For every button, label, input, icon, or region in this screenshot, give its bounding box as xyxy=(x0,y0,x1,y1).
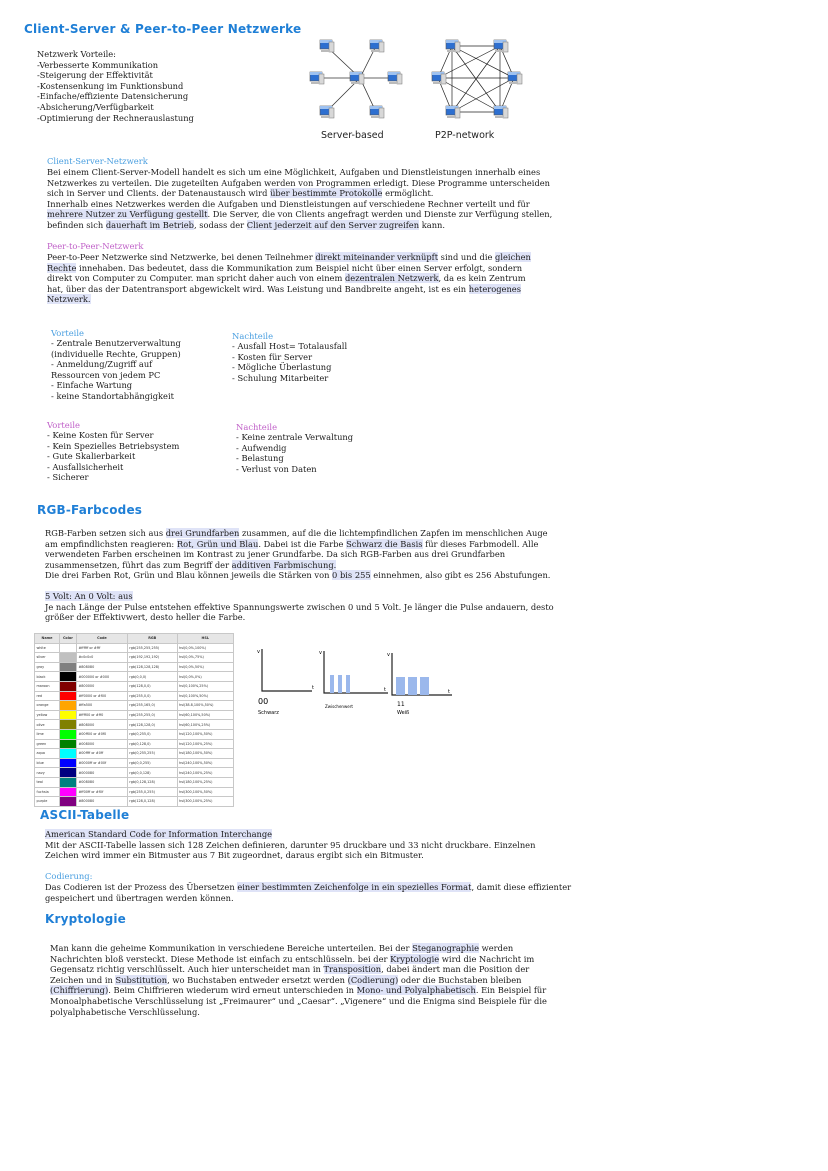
text-line xyxy=(47,209,607,220)
diagram-label-p2p: P2P-network xyxy=(435,130,495,141)
highlight: einer bestimmten Zeichenfolge in ein spezielles Format xyxy=(237,882,472,892)
client-server-title: Client-Server-Netzwerk xyxy=(47,156,148,166)
section-title-networks: Client-Server & Peer-to-Peer Netzwerke xyxy=(24,22,302,36)
section-title-kryptologie: Kryptologie xyxy=(45,912,127,926)
text-line: gespeichert und übertragen werden können. xyxy=(45,892,234,903)
cell-hsl: hsl(180,100%,50%) xyxy=(177,749,233,759)
text: Peer-to-Peer Netzwerke sind Netzwerke, bei denen Teilnehmer xyxy=(47,252,316,262)
pulse-label-mid: Zwischenwert xyxy=(325,704,353,709)
cell-code: #ffffff or #fff xyxy=(76,643,127,653)
cell-color-swatch xyxy=(59,662,76,672)
list-item: -Kostensenkung im Funktionsbund xyxy=(37,80,184,91)
table-row xyxy=(35,749,234,759)
table-row xyxy=(35,710,234,720)
table-row xyxy=(35,681,234,691)
text: hat, über das der Datentransport abgewickelt wird. Was Leistung und Bandbreite angeht, ist es ein xyxy=(47,283,469,294)
list-item: - Anmeldung/Zugriff auf xyxy=(51,359,153,370)
list-item: - Verlust von Daten xyxy=(236,463,317,474)
network-advantages-list xyxy=(37,60,194,124)
cell-rgb: rgb(0,128,128) xyxy=(127,777,177,787)
p2p-paragraph xyxy=(47,252,607,305)
cell-hsl: hsl(0,0%,100%) xyxy=(177,643,233,653)
text-line xyxy=(45,882,615,893)
text-line xyxy=(47,252,607,263)
text: zusammen, auf die die lichtempfindlichen Zapfen im menschlichen Auge xyxy=(239,528,548,538)
cell-name: silver xyxy=(35,653,60,663)
axis-label: v xyxy=(387,652,390,658)
text-line: Bei einem Client-Server-Modell handelt es sich um eine Möglichkeit, Aufgaben und Dienstleistungen innerhalb eines xyxy=(47,167,541,177)
cell-hsl: hsl(120,100%,50%) xyxy=(177,729,233,739)
cell-code: #000080 xyxy=(76,768,127,778)
text-line xyxy=(47,284,607,295)
text: Die drei Farben Rot, Grün und Blau können jeweils die Stärken von xyxy=(45,570,333,581)
text-line xyxy=(45,528,615,539)
cell-rgb: rgb(192,192,192) xyxy=(127,653,177,663)
axis-label: v xyxy=(257,649,260,655)
list-item: - Keine Kosten für Server xyxy=(47,430,154,440)
cell-rgb: rgb(255,255,0) xyxy=(127,710,177,720)
highlight: dauerhaft im Betrieb xyxy=(105,219,194,230)
text: , damit diese effizienter xyxy=(471,882,572,892)
cell-rgb: rgb(255,255,255) xyxy=(127,643,177,653)
text-line xyxy=(50,985,620,996)
text: . Die Server, die von Clients angefragt werden und Dienste zur Verfügung stellen, xyxy=(207,209,553,220)
text-line xyxy=(47,263,607,274)
axis-label: t xyxy=(384,687,386,693)
cs-nachteile xyxy=(232,331,347,383)
highlight: American Standard Code for Information Interchange xyxy=(45,829,273,839)
list-item: - Schulung Mitarbeiter xyxy=(232,372,329,383)
cell-color-swatch xyxy=(59,643,76,653)
section-title-rgb: RGB-Farbcodes xyxy=(37,503,143,517)
text-line: polyalphabetische Verschlüsselung. xyxy=(50,1006,200,1017)
list-item: - keine Standortabhängigkeit xyxy=(51,390,174,401)
text: oder die Buchstaben bleiben xyxy=(398,974,522,985)
cell-rgb: rgb(128,0,0) xyxy=(127,681,177,691)
highlight: gleichen xyxy=(495,252,531,262)
cell-name: navy xyxy=(35,768,60,778)
column-header: Name xyxy=(35,634,60,644)
text: RGB-Farben setzen sich aus xyxy=(45,528,166,538)
text: zusammensetzen, führt das zum Begriff der xyxy=(45,559,232,570)
rgb-table-body xyxy=(35,643,234,806)
cell-hsl: hsl(180,100%,25%) xyxy=(177,777,233,787)
p2p-nachteile-list xyxy=(236,432,353,474)
pulse-label-black: Schwarz xyxy=(258,710,279,716)
cell-color-swatch xyxy=(59,701,76,711)
list-item: Ressourcen von jedem PC xyxy=(51,369,161,380)
cell-name: blue xyxy=(35,758,60,768)
table-row xyxy=(35,729,234,739)
cell-code: #c0c0c0 xyxy=(76,653,127,663)
list-item: - Aufwendig xyxy=(236,442,287,453)
highlight: direkt miteinander verknüpft xyxy=(315,252,439,262)
cell-name: teal xyxy=(35,777,60,787)
cell-rgb: rgb(0,255,255) xyxy=(127,749,177,759)
highlight: heterogenes xyxy=(468,283,521,294)
cell-color-swatch xyxy=(59,768,76,778)
text: sind und die xyxy=(438,252,496,262)
cs-vorteile xyxy=(51,328,181,402)
pulse-chart-black xyxy=(262,649,312,691)
text: , dabei ändert man die Position der xyxy=(381,964,530,975)
cell-rgb: rgb(128,128,0) xyxy=(127,720,177,730)
table-row xyxy=(35,662,234,672)
cell-code: #ffff00 or #ff0 xyxy=(76,710,127,720)
cs-vorteile-list xyxy=(51,338,181,402)
cell-name: red xyxy=(35,691,60,701)
table-row xyxy=(35,720,234,730)
cell-name: black xyxy=(35,672,60,682)
text-line xyxy=(50,943,620,954)
cell-hsl: hsl(0,100%,50%) xyxy=(177,691,233,701)
p2p-nachteile-title: Nachteile xyxy=(236,422,278,432)
cell-color-swatch xyxy=(59,777,76,787)
text-line: verwendeten Farben erscheinen im Kontrast zu jener Grundfarbe. Da sich RGB-Farben aus drei Grundfarben xyxy=(45,549,506,560)
text: , sodass der xyxy=(194,219,247,230)
pulse-value-white: 11 xyxy=(397,701,405,708)
highlight: Steganographie xyxy=(412,943,480,953)
column-header: RGB xyxy=(127,634,177,644)
cell-hsl: hsl(300,100%,25%) xyxy=(177,797,233,807)
network-advantages xyxy=(37,49,194,123)
cell-code: #008000 xyxy=(76,739,127,749)
list-item: -Optimierung der Rechnerauslastung xyxy=(37,112,194,123)
highlight: dezentralen Netzwerk xyxy=(344,273,439,284)
cell-name: aqua xyxy=(35,749,60,759)
cell-hsl: hsl(300,100%,50%) xyxy=(177,787,233,797)
cell-rgb: rgb(0,0,128) xyxy=(127,768,177,778)
text: für dieses Farbmodell. Alle xyxy=(422,538,539,549)
text-line xyxy=(47,294,607,305)
list-item: - Gute Skalierbarkeit xyxy=(47,451,136,462)
text: direkt von Computer zu Computer. man spricht daher auch von einem xyxy=(47,273,345,284)
text: wird die Nachricht im xyxy=(439,953,535,964)
highlight: Netzwerk. xyxy=(47,294,91,305)
kryptologie-paragraph xyxy=(50,943,620,1017)
text-line: Monoalphabetische Verschlüsselung ist „Freimaurer“ und „Caesar“. „Vigenere“ und die Enigma sind Beispiele für die xyxy=(50,995,547,1006)
highlight: Transposition xyxy=(323,964,382,975)
cell-color-swatch xyxy=(59,653,76,663)
highlight: über bestimmte Protokolle xyxy=(270,188,383,199)
cell-name: orange xyxy=(35,701,60,711)
table-row xyxy=(35,643,234,653)
cell-hsl: hsl(0,0%,50%) xyxy=(177,662,233,672)
cell-code: #800080 xyxy=(76,797,127,807)
pulse-label-white: Weiß xyxy=(397,710,410,716)
list-item: -Einfache/effiziente Datensicherung xyxy=(37,91,189,102)
cell-name: olive xyxy=(35,720,60,730)
cell-color-swatch xyxy=(59,720,76,730)
cell-color-swatch xyxy=(59,672,76,682)
text: sich in Server und Clients. der Datenaustausch wird xyxy=(47,188,271,199)
cell-code: #ff00ff or #f0f xyxy=(76,787,127,797)
text-line xyxy=(45,560,615,571)
cell-rgb: rgb(255,0,255) xyxy=(127,787,177,797)
cell-rgb: rgb(128,0,128) xyxy=(127,797,177,807)
list-item: - Kosten für Server xyxy=(232,351,313,362)
highlight: Schwarz die Basis xyxy=(346,538,423,549)
highlight: Substitution xyxy=(115,974,168,985)
text: kann. xyxy=(419,219,446,230)
cell-color-swatch xyxy=(59,681,76,691)
text-line xyxy=(45,829,615,840)
text: Gegensatz richtig verschlüsselt. Auch hier unterscheidet man in xyxy=(50,964,324,975)
cell-color-swatch xyxy=(59,787,76,797)
client-server-paragraph xyxy=(47,167,607,231)
text: Nachrichten bloß versteckt. Diese Methode ist einfach zu entschlüsseln. bei der xyxy=(50,953,391,964)
cell-rgb: rgb(255,0,0) xyxy=(127,691,177,701)
list-item: - Mögliche Überlastung xyxy=(232,362,332,373)
text-line: Mit der ASCII-Tabelle lassen sich 128 Zeichen definieren, darunter 95 druckbare und 33 nicht druckbare. Einzelnen xyxy=(45,839,536,850)
cell-color-swatch xyxy=(59,729,76,739)
p2p-title: Peer-to-Peer-Netzwerk xyxy=(47,241,144,251)
text: Man kann die geheime Kommunikation in verschiedene Bereiche unterteilen. Bei der xyxy=(50,943,413,953)
table-row xyxy=(35,797,234,807)
text: , wo Buchstaben entweder ersetzt werden xyxy=(167,974,348,985)
list-item: - Belastung xyxy=(236,453,284,464)
cell-code: #00ff00 or #0f0 xyxy=(76,729,127,739)
highlight: Client jederzeit auf den Server zugreifen xyxy=(246,219,420,230)
text-line: Zeichen wird immer ein Bitmuster aus 7 Bit zugeordnet, daraus ergibt sich ein Bitmuster. xyxy=(45,850,424,861)
table-row xyxy=(35,739,234,749)
text-line xyxy=(50,975,620,986)
text: . Beim Chiffrieren wiederum wird erneut unterschieden in xyxy=(108,985,357,996)
cell-code: #ffa500 xyxy=(76,701,127,711)
cell-color-swatch xyxy=(59,691,76,701)
text: einnehmen, also gibt es 256 Abstufungen. xyxy=(370,570,551,581)
codierung-paragraph xyxy=(45,882,615,903)
diagram-label-server: Server-based xyxy=(321,130,384,141)
text-line: größer der Effektivwert, desto heller die Farbe. xyxy=(45,612,246,623)
cell-color-swatch xyxy=(59,739,76,749)
highlight: 5 Volt: An 0 Volt: aus xyxy=(45,591,133,601)
text-line xyxy=(50,964,620,975)
highlight: (Chiffrierung) xyxy=(50,985,109,996)
ascii-paragraph xyxy=(45,829,615,861)
text: am empfindlichsten reagieren: xyxy=(45,538,177,549)
text-line: Je nach Länge der Pulse entstehen effektive Spannungswerte zwischen 0 und 5 Volt. Je länger die Pulse andauern, desto xyxy=(45,601,554,612)
axis-label: t xyxy=(448,689,450,695)
p2p-vorteile xyxy=(47,420,179,483)
text-line xyxy=(47,273,607,284)
list-item: -Steigerung der Effektivität xyxy=(37,70,153,81)
axis-label: t xyxy=(312,685,314,691)
cell-hsl: hsl(240,100%,50%) xyxy=(177,758,233,768)
text: ermöglicht. xyxy=(382,188,434,199)
text-line xyxy=(47,220,607,231)
cell-name: lime xyxy=(35,729,60,739)
pulse-chart-white xyxy=(392,653,452,695)
cell-code: #000000 or #000 xyxy=(76,672,127,682)
pulse-chart-mid xyxy=(324,651,388,693)
highlight: drei Grundfarben xyxy=(165,528,240,538)
cell-color-swatch xyxy=(59,797,76,807)
list-item: - Ausfallsicherheit xyxy=(47,461,124,472)
highlight: Rechte xyxy=(47,262,77,273)
highlight: (Codierung) xyxy=(347,974,399,985)
cell-color-swatch xyxy=(59,710,76,720)
volt-paragraph xyxy=(45,591,615,623)
table-row xyxy=(35,691,234,701)
cell-rgb: rgb(0,255,0) xyxy=(127,729,177,739)
cell-rgb: rgb(0,0,0) xyxy=(127,672,177,682)
text: Zeichen und in xyxy=(50,974,116,985)
cell-color-swatch xyxy=(59,749,76,759)
list-item: -Absicherung/Verfügbarkeit xyxy=(37,101,154,112)
cell-hsl: hsl(120,100%,25%) xyxy=(177,739,233,749)
highlight: 0 bis 255 xyxy=(332,570,371,581)
column-header: Code xyxy=(76,634,127,644)
text-line xyxy=(47,188,607,199)
column-header: HSL xyxy=(177,634,233,644)
cell-name: white xyxy=(35,643,60,653)
cell-rgb: rgb(128,128,128) xyxy=(127,662,177,672)
text-line xyxy=(45,591,615,602)
pulse-diagrams xyxy=(254,645,454,720)
highlight: Rot, Grün und Blau xyxy=(176,538,259,549)
cell-name: purple xyxy=(35,797,60,807)
table-header-row xyxy=(35,634,234,644)
table-row xyxy=(35,672,234,682)
cell-hsl: hsl(60,100%,25%) xyxy=(177,720,233,730)
cs-vorteile-title: Vorteile xyxy=(51,328,84,338)
cell-code: #808000 xyxy=(76,720,127,730)
highlight: additiven Farbmischung. xyxy=(231,559,337,570)
text: Das Codieren ist der Prozess des Übersetzen xyxy=(45,882,238,892)
highlight: mehrere Nutzer zu Verfügung gestellt xyxy=(47,209,208,220)
network-advantages-title: Netzwerk Vorteile: xyxy=(37,49,116,59)
cell-hsl: hsl(0,100%,25%) xyxy=(177,681,233,691)
list-item: - Ausfall Host= Totalausfall xyxy=(232,341,348,351)
highlight: Kryptologie xyxy=(390,953,440,964)
cell-rgb: rgb(0,0,255) xyxy=(127,758,177,768)
list-item: (individuelle Rechte, Gruppen) xyxy=(51,348,181,359)
list-item: -Verbesserte Kommunikation xyxy=(37,59,159,70)
cell-hsl: hsl(60,100%,50%) xyxy=(177,710,233,720)
cs-nachteile-list xyxy=(232,341,347,383)
cell-hsl: hsl(240,100%,25%) xyxy=(177,768,233,778)
cell-name: yellow xyxy=(35,710,60,720)
list-item: - Zentrale Benutzerverwaltung xyxy=(51,338,181,348)
text: befinden sich xyxy=(47,219,106,230)
rgb-paragraph xyxy=(45,528,615,581)
table-row xyxy=(35,758,234,768)
cell-code: #00ffff or #0ff xyxy=(76,749,127,759)
table-row xyxy=(35,701,234,711)
table-row xyxy=(35,787,234,797)
cell-name: green xyxy=(35,739,60,749)
server-based-diagram xyxy=(310,40,402,118)
cell-color-swatch xyxy=(59,758,76,768)
text-line xyxy=(45,539,615,550)
text: . Ein Beispiel für xyxy=(475,985,547,996)
cell-code: #ff0000 or #f00 xyxy=(76,691,127,701)
network-diagrams xyxy=(300,30,540,130)
cell-name: gray xyxy=(35,662,60,672)
list-item: - Keine zentrale Verwaltung xyxy=(236,432,354,442)
cell-name: maroon xyxy=(35,681,60,691)
list-item: - Sicherer xyxy=(47,472,89,483)
cell-code: #008080 xyxy=(76,777,127,787)
cell-rgb: rgb(0,128,0) xyxy=(127,739,177,749)
p2p-vorteile-title: Vorteile xyxy=(47,420,80,430)
text: , da es kein Zentrum xyxy=(438,273,526,284)
list-item: - Einfache Wartung xyxy=(51,380,133,391)
cell-code: #808080 xyxy=(76,662,127,672)
p2p-nachteile xyxy=(236,422,353,474)
pulse-value-black: 00 xyxy=(258,697,269,706)
p2p-vorteile-list xyxy=(47,430,179,483)
text: innehaben. Das bedeutet, dass die Kommunikation zum Beispiel nicht über einen Server erfolgt, sondern xyxy=(76,262,523,273)
text: werden xyxy=(479,943,514,953)
p2p-diagram xyxy=(438,46,514,112)
text: . Dabei ist die Farbe xyxy=(258,538,347,549)
rgb-color-table xyxy=(34,633,234,807)
cell-code: #0000ff or #00f xyxy=(76,758,127,768)
list-item: - Kein Spezielles Betriebsystem xyxy=(47,440,180,451)
text-line xyxy=(45,570,615,581)
column-header: Color xyxy=(59,634,76,644)
cell-hsl: hsl(38.8,100%,50%) xyxy=(177,701,233,711)
table-row xyxy=(35,777,234,787)
highlight: Mono- und Polyalphabetisch xyxy=(356,985,476,996)
cell-code: #800000 xyxy=(76,681,127,691)
cell-rgb: rgb(255,165,0) xyxy=(127,701,177,711)
text-line xyxy=(50,954,620,965)
table-row xyxy=(35,768,234,778)
axis-label: v xyxy=(319,650,322,656)
cs-nachteile-title: Nachteile xyxy=(232,331,274,341)
cell-hsl: hsl(0,0%,0%) xyxy=(177,672,233,682)
codierung-title: Codierung: xyxy=(45,871,93,881)
text-line: Innerhalb eines Netzwerkes werden die Aufgaben und Dienstleistungen auf verschiedene Rechner verteilt und für xyxy=(47,198,530,209)
table-row xyxy=(35,653,234,663)
cell-name: fuchsia xyxy=(35,787,60,797)
text-line: Netzwerkes zu verteilen. Die zugeteilten Aufgaben werden von Programmen erledigt. Diese Programme unterscheiden xyxy=(47,177,551,188)
section-title-ascii: ASCII-Tabelle xyxy=(40,808,130,822)
cell-hsl: hsl(0,0%,75%) xyxy=(177,653,233,663)
